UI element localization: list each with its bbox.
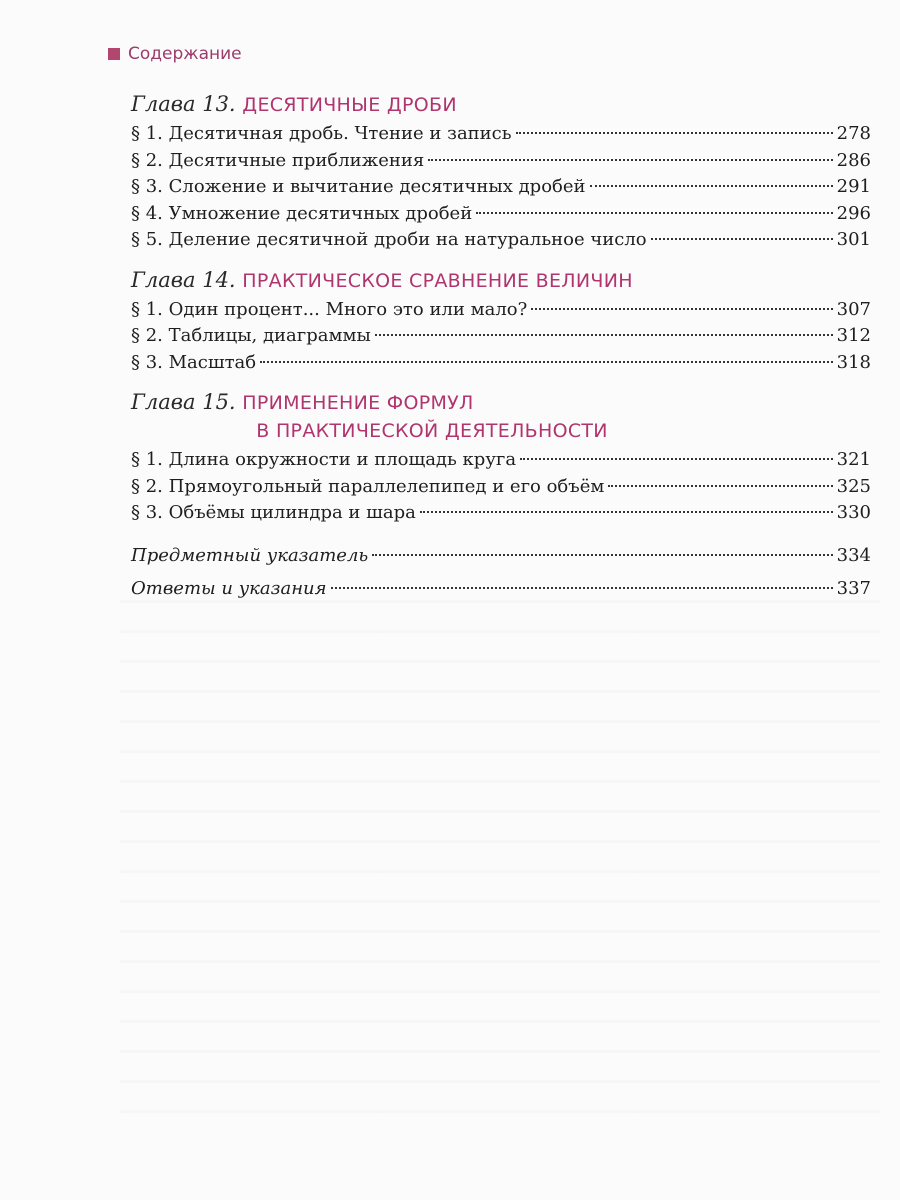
toc-entry[interactable] — [131, 323, 871, 350]
entry-title: § 2. Десятичные приближения — [131, 149, 425, 171]
entry-page: 307 — [836, 298, 871, 320]
entry-page: 325 — [836, 475, 871, 497]
toc-entry[interactable] — [131, 201, 871, 228]
entry-page: 337 — [836, 577, 871, 599]
toc-entry[interactable] — [131, 121, 871, 148]
dot-leader — [260, 361, 833, 363]
toc-entry[interactable] — [131, 500, 871, 527]
chapter-heading — [131, 90, 871, 119]
entry-title: § 2. Прямоугольный параллелепипед и его объём — [131, 475, 605, 497]
chapter-15 — [131, 388, 871, 527]
chapter-title-line: В ПРАКТИЧЕСКОЙ ДЕЯТЕЛЬНОСТИ — [256, 420, 608, 442]
entry-title: § 5. Деление десятичной дроби на натуральное число — [131, 229, 647, 250]
dot-leader — [331, 587, 833, 589]
dot-leader — [520, 458, 833, 460]
toc-entry[interactable] — [131, 474, 871, 501]
chapter-label: Глава 14. — [131, 267, 243, 292]
dot-leader — [428, 159, 832, 161]
entry-title: § 1. Десятичная дробь. Чтение и запись — [131, 123, 512, 144]
toc-entry-answers[interactable] — [131, 572, 871, 605]
chapter-label: Глава 13. — [131, 92, 243, 116]
entry-title: Ответы и указания — [131, 577, 327, 599]
table-of-contents — [131, 90, 871, 605]
dot-leader — [516, 132, 833, 134]
entry-title: § 1. Один процент... Много это или мало? — [131, 298, 528, 320]
toc-entry[interactable] — [131, 297, 871, 324]
chapter-title — [242, 267, 633, 295]
toc-entry[interactable] — [131, 350, 871, 377]
toc-entry[interactable] — [131, 227, 871, 254]
toc-entry[interactable] — [131, 174, 871, 201]
entry-title: Предметный указатель — [131, 544, 369, 566]
entry-title: § 4. Умножение десятичных дробей — [131, 202, 473, 224]
chapter-heading — [131, 266, 871, 295]
chapter-title-line: ПРАКТИЧЕСКОЕ СРАВНЕНИЕ ВЕЛИЧИН — [242, 269, 633, 292]
entry-title: § 3. Объёмы цилиндра и шара — [131, 502, 416, 523]
entry-page: 312 — [836, 325, 871, 346]
chapter-title-line: ДЕСЯТИЧНЫЕ ДРОБИ — [242, 94, 457, 116]
square-bullet-icon — [108, 48, 120, 60]
dot-leader — [651, 238, 833, 240]
entry-page: 334 — [836, 544, 871, 566]
dot-leader — [531, 308, 832, 310]
entry-page: 291 — [836, 176, 871, 197]
chapter-13 — [131, 90, 871, 254]
chapter-label: Глава 15. — [131, 390, 243, 414]
chapter-title — [242, 91, 457, 119]
dot-leader — [375, 334, 833, 336]
entry-title: § 3. Сложение и вычитание десятичных дробей — [131, 176, 586, 197]
toc-entry-index[interactable] — [131, 539, 871, 572]
entry-page: 286 — [836, 149, 871, 171]
chapter-title — [242, 389, 608, 445]
header-title: Содержание — [128, 44, 242, 64]
entry-title: § 2. Таблицы, диаграммы — [131, 325, 371, 346]
entry-page: 321 — [836, 449, 871, 470]
entry-title: § 3. Масштаб — [131, 351, 257, 373]
dot-leader — [372, 554, 832, 556]
dot-leader — [608, 485, 832, 487]
entry-page: 301 — [836, 229, 871, 250]
chapter-14 — [131, 266, 871, 377]
chapter-heading — [131, 388, 871, 445]
entry-title: § 1. Длина окружности и площадь круга — [131, 449, 517, 470]
dot-leader — [590, 185, 833, 187]
dot-leader — [420, 511, 833, 513]
dot-leader — [476, 212, 832, 214]
toc-entry[interactable] — [131, 447, 871, 474]
chapter-title-line: ПРИМЕНЕНИЕ ФОРМУЛ — [242, 392, 474, 414]
entry-page: 330 — [836, 502, 871, 523]
entry-page: 278 — [836, 123, 871, 144]
entry-page: 296 — [836, 202, 871, 224]
show-through-background — [120, 600, 880, 1140]
back-matter — [131, 539, 871, 605]
running-header — [108, 44, 242, 64]
entry-page: 318 — [836, 351, 871, 373]
toc-entry[interactable] — [131, 148, 871, 175]
